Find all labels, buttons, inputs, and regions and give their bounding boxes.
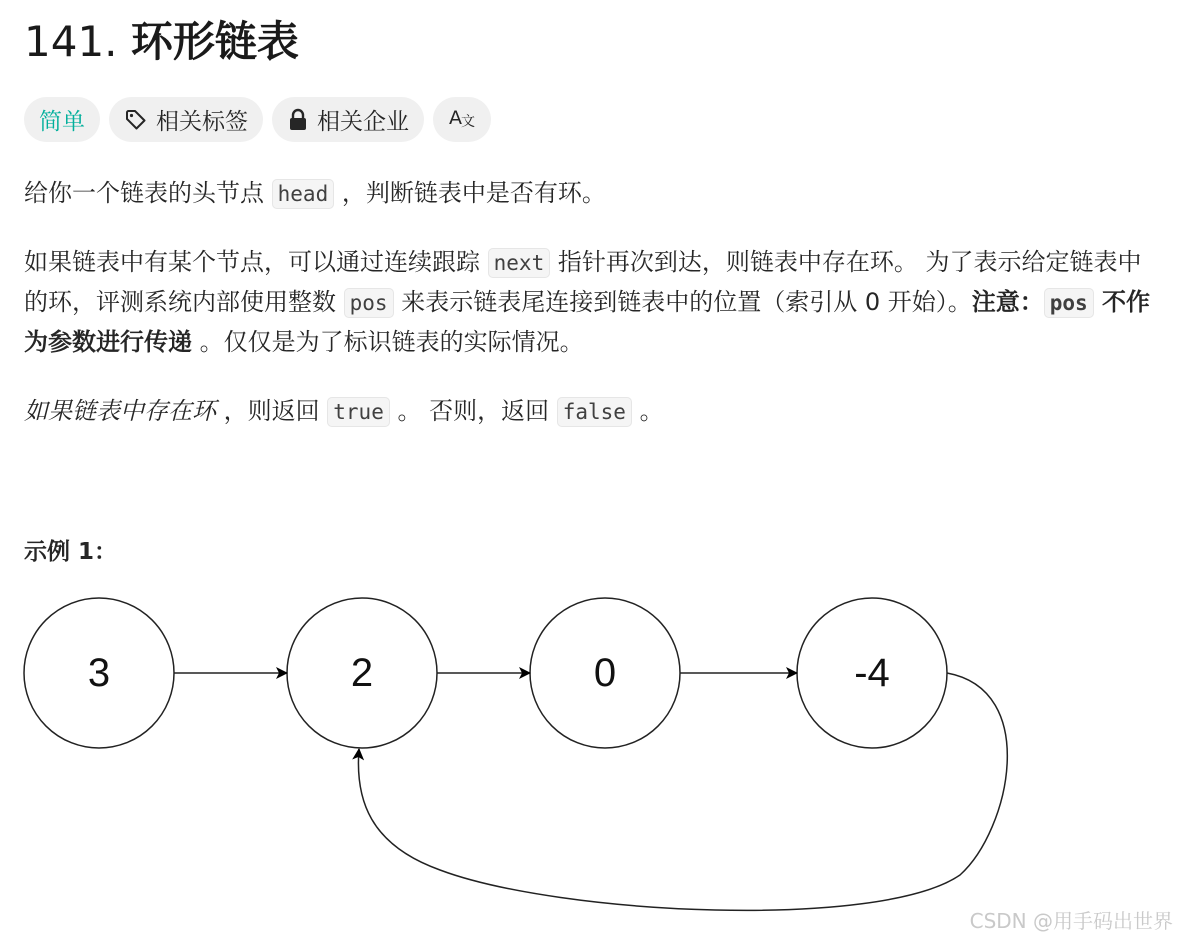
code-true: true	[327, 397, 390, 427]
code-pos-note: pos	[1044, 288, 1094, 318]
text: ，判断链表中是否有环。	[334, 179, 606, 207]
problem-title: 环形链表	[130, 17, 299, 66]
problem-number: 141.	[24, 17, 118, 66]
node-value: 3	[87, 651, 111, 695]
note-label: 注意：	[971, 288, 1044, 316]
code-head: head	[272, 179, 335, 209]
text: 。仅仅是为了标识链表的实际情况。	[192, 328, 584, 356]
list-node-1	[287, 598, 437, 748]
text: 如果链表中存在环	[24, 397, 216, 425]
list-node-3	[797, 598, 947, 748]
list-node-2	[530, 598, 680, 748]
text: 。	[631, 397, 664, 425]
example-label: 示例 1：	[24, 539, 118, 565]
code-pos: pos	[344, 288, 394, 318]
text: 。 否则，返回	[389, 397, 557, 425]
text: 来表示链表尾连接到链表中的位置（索引从 0 开始）。	[393, 288, 972, 316]
text: 给你一个链表的头节点	[24, 179, 272, 207]
related-companies-label: 相关企业	[317, 109, 409, 135]
text: 指针再次到达，则链表中存在环。 为了表示给定链表中的环，评测系统内部使用整数	[24, 248, 1142, 316]
code-next: next	[488, 248, 551, 278]
text: 如果链表中有某个节点，可以通过连续跟踪	[24, 248, 488, 276]
node-value: 2	[350, 651, 374, 695]
code-false: false	[557, 397, 632, 427]
list-node-0	[24, 598, 174, 748]
node-value: -4	[854, 651, 890, 695]
svg-text:文: 文	[461, 113, 475, 129]
related-tags-label: 相关标签	[156, 109, 248, 135]
node-value: 0	[593, 651, 617, 695]
note-text: 不作为参数进行传递	[24, 288, 1151, 356]
difficulty-label: 简单	[39, 109, 85, 135]
watermark: CSDN @用手码出世界	[969, 909, 1173, 933]
text: ，则返回	[216, 397, 328, 425]
svg-text:A: A	[449, 106, 462, 129]
